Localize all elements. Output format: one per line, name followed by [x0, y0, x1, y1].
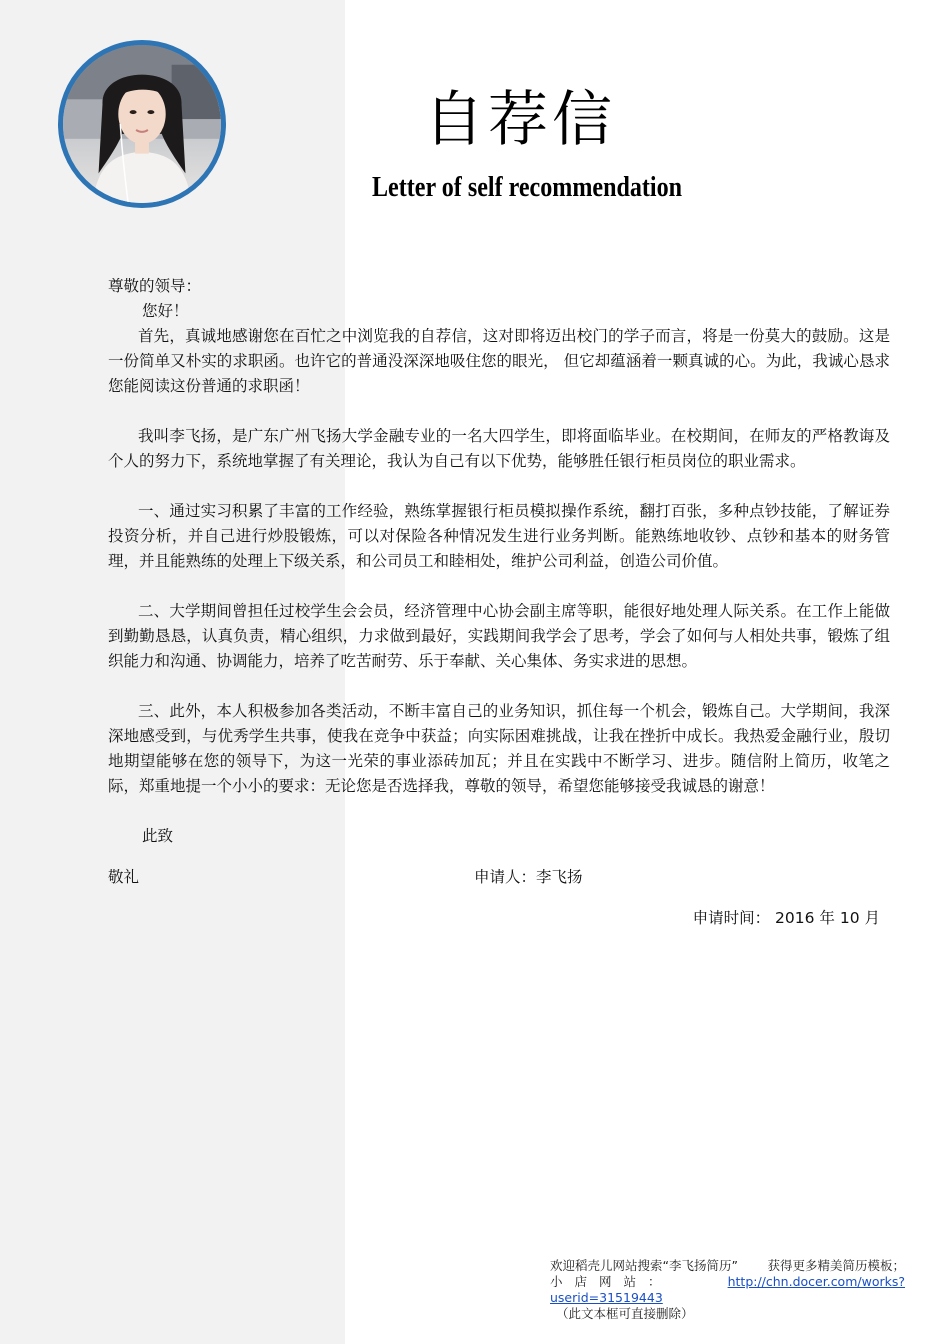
letter-greeting: 您好！ — [142, 302, 189, 320]
footer-more-templates: 获得更多精美简历模板； — [767, 1258, 905, 1273]
letter-body — [108, 274, 890, 931]
letter-paragraph-intro: 首先，真诚地感谢您在百忙之中浏览我的自荐信，这对即将迈出校门的学子而言，将是一份莫大的鼓励。这是一份简单又朴实的求职函。也许它的普通没深深地吸住您的眼光， 但它却蕴涵着一颗真诚的心。为此，我诚心恳求您能阅读这份普通的求职函！ — [108, 327, 890, 395]
footer-note — [550, 1258, 905, 1322]
letter-date: 申请时间： 2016 年 10 月 — [692, 909, 880, 927]
footer-delete-note: （此文本框可直接删除） — [556, 1306, 694, 1321]
letter-salutation: 尊敬的领导： — [108, 277, 202, 295]
page-title-english: Letter of self recommendation — [372, 172, 683, 203]
letter-paragraph-self-intro: 我叫李飞扬，是广东广州飞扬大学金融专业的一名大四学生，即将面临毕业。在校期间，在师友的严格教诲及个人的努力下，系统地掌握了有关理论，我认为自己有以下优势，能够胜任银行柜员岗位的职业需求。 — [108, 427, 890, 470]
letter-regards: 敬礼 — [108, 868, 140, 886]
footer-shop-link[interactable]: http://chn.docer.com/works? — [727, 1274, 905, 1289]
letter-signature: 申请人：李飞扬 — [474, 868, 583, 886]
letter-paragraph-point-3: 三、此外，本人积极参加各类活动，不断丰富自己的业务知识，抓住每一个机会，锻炼自己。大学期间，我深深地感受到，与优秀学生共事，使我在竞争中获益；向实际困难挑战，让我在挫折中成长。我热爱金融行业，殷切地期望能够在您的领导下，为这一光荣的事业添砖加瓦；并且在实践中不断学习、进步。随信附上简历，收笔之际，郑重地提一个小小的要求：无论您是否选择我，尊敬的领导，希望您能够接受我诚恳的谢意！ — [108, 702, 890, 795]
page-title-chinese: 自荐信 — [424, 85, 616, 155]
footer-shop-label: 小店网站： — [550, 1274, 673, 1289]
letter-paragraph-point-1: 一、通过实习积累了丰富的工作经验，熟练掌握银行柜员模拟操作系统，翻打百张，多种点钞技能，了解证券投资分析，并自己进行炒股锻炼，可以对保险各种情况发生进行业务判断。能熟练地收钞、点钞和基本的财务管理，并且能熟练的处理上下级关系，和公司员工和睦相处，维护公司利益，创造公司价值。 — [108, 502, 890, 570]
letter-paragraph-point-2: 二、大学期间曾担任过校学生会会员，经济管理中心协会副主席等职，能很好地处理人际关系。在工作上能做到勤勤恳恳，认真负责，精心组织，力求做到最好，实践期间我学会了思考，学会了如何与人相处共事，锻炼了组织能力和沟通、协调能力，培养了吃苦耐劳、乐于奉献、关心集体、务实求进的思想。 — [108, 602, 890, 670]
footer-search-hint: 欢迎稻壳儿网站搜索“李飞扬简历” — [550, 1258, 738, 1273]
letter-closing: 此致 — [142, 827, 174, 845]
footer-shop-link-userid[interactable]: userid=31519443 — [550, 1290, 663, 1305]
